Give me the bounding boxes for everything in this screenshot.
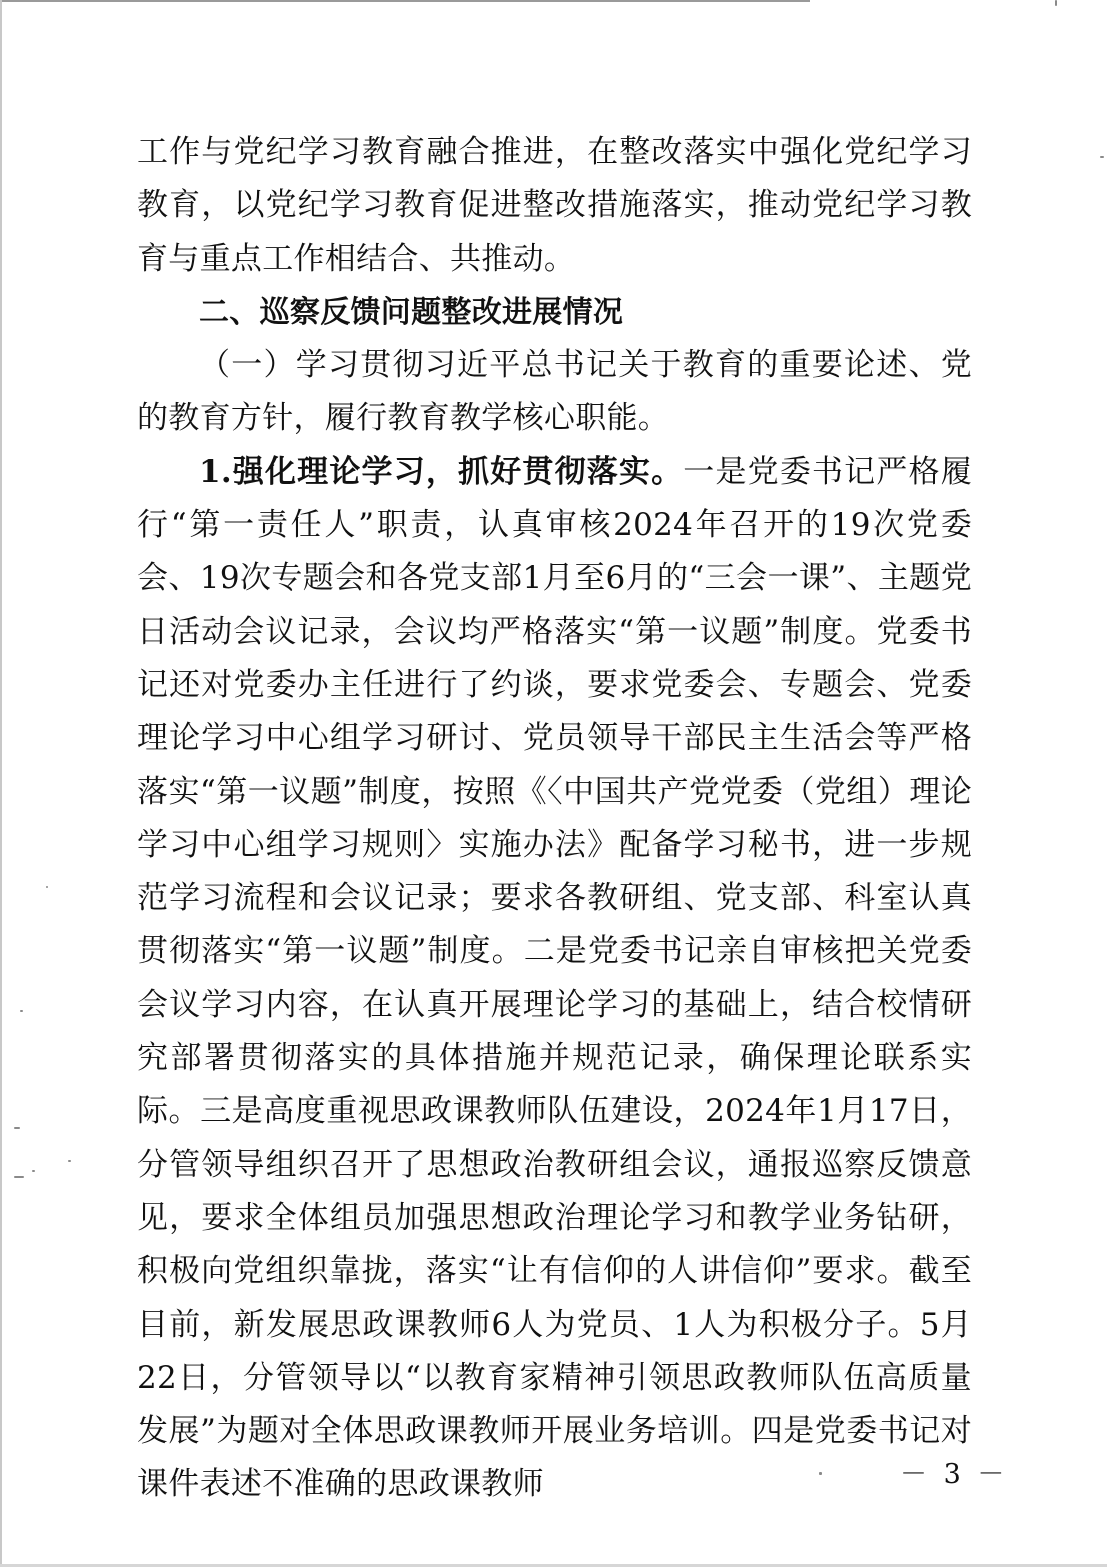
paragraph-lead: 1.强化理论学习，抓好贯彻落实。: [199, 453, 684, 490]
section-heading: 二、巡察反馈问题整改进展情况: [199, 294, 624, 330]
scan-speck: [32, 1170, 35, 1172]
scan-edge-top: [0, 0, 810, 2]
scan-speck: [14, 1127, 20, 1129]
scan-speck: [14, 1176, 24, 1178]
scan-speck: [68, 1160, 71, 1162]
document-body: [137, 126, 972, 1512]
paragraph-continuation: 工作与党纪学习教育融合推进，在整改落实中强化党纪学习教育，以党纪学习教育促进整改措施落实，推动党纪学习教育与重点工作相结合、共推动。: [137, 134, 972, 277]
paragraph-item-1: [137, 446, 972, 1512]
scan-speck: [46, 886, 48, 888]
scan-speck: [1100, 156, 1104, 158]
scan-speck: [20, 1010, 23, 1012]
scan-speck: [1055, 0, 1057, 6]
scan-edge-left: [0, 0, 2, 1567]
page-number: － 3 －: [900, 1459, 1009, 1490]
subsection-heading: （一）学习贯彻习近平总书记关于教育的重要论述、党的教育方针，履行教育教学核心职能。: [137, 347, 972, 437]
paragraph-text: 一是党委书记严格履行“第一责任人”职责，认真审核2024年召开的19次党委会、19次专题会和各党支部1月至6月的“三会一课”、主题党日活动会议记录，会议均严格落实“第一议题”制度。党委书记还对党委办主任进行了约谈，要求党委会、专题会、党委理论学习中心组学习研讨、党员领导干部民主生活会等严格落实“第一议题”制度，按照《〈中国共产党党委（党组）理论学习中心组学习规则〉实施办法》配备学习秘书，进一步规范学习流程和会议记录；要求各教研组、党支部、科室认真贯彻落实“第一议题”制度。二是党委书记亲自审核把关党委会议学习内容，在认真开展理论学习的基础上，结合校情研究部署贯彻落实的具体措施并规范记录，确保理论联系实际。三是高度重视思政课教师队伍建设，2024年1月17日，分管领导组织召开了思想政治教研组会议，通报巡察反馈意见，要求全体组员加强思想政治理论学习和教学业务钻研，积极向党组织靠拢，落实“让有信仰的人讲信仰”要求。截至目前，新发展思政课教师6人为党员、1人为积极分子。5月22日，分管领导以“以教育家精神引领思政教师队伍高质量发展”为题对全体思政课教师开展业务培训。四是党委书记对课件表述不准确的思政课教师: [137, 453, 972, 1503]
